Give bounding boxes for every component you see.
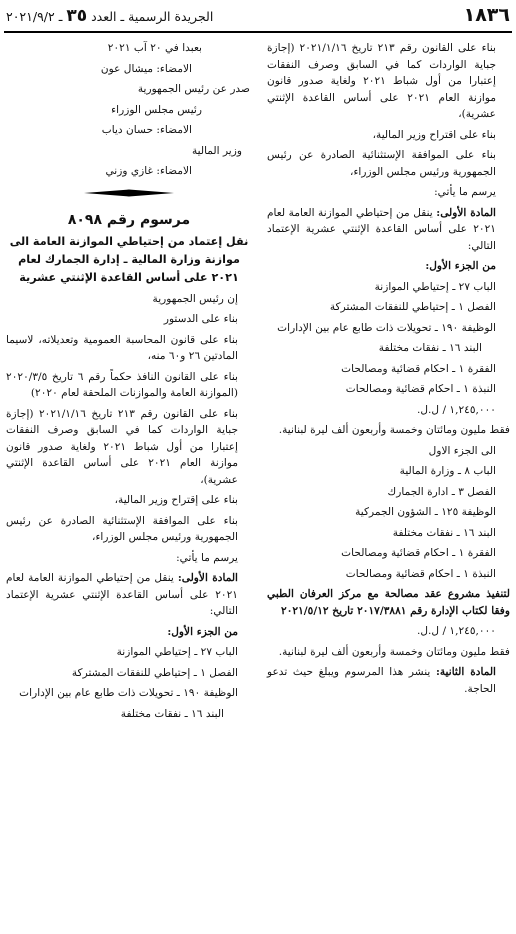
article-label: المادة الأولى: (177, 572, 238, 584)
paragraph: بناء على قانون المحاسبة العمومية وتعديلاته، لاسيما المادتين ٢٦ و٦٠ منه، (6, 333, 238, 362)
from-label: من الجزء الأول: (167, 625, 238, 638)
signature-president: الامضاء: ميشال عون (100, 62, 192, 75)
page-number: ١٨٣٦ (463, 4, 510, 26)
article-one (6, 570, 252, 620)
paragraph: بناء على اقتراح وزير المالية، (372, 128, 496, 141)
place-date: بعبدا في ٢٠ آب ٢٠٢١ (107, 42, 202, 54)
signature-finance-minister: الامضاء: غازي وزني (105, 165, 192, 177)
issued-by: صدر عن رئيس الجمهورية (137, 83, 250, 95)
journal-name: الجريدة الرسمية ـ العدد (91, 9, 214, 24)
paragraph: بناء على الموافقة الإستثنائية الصادرة عن رئيس الجمهورية ورئيس مجلس الوزراء، (267, 149, 496, 178)
amount: ١,٢٤٥,٠٠٠ / ل.ل. (416, 403, 496, 416)
list-item: النبذة ١ ـ احكام قضائية ومصالحات (345, 383, 496, 395)
decree-title: نقل إعتماد من إحتياطي الموازنة العامة الى موازنة وزارة المالية ـ إدارة الجمارك لعام ٢٠٢١ على أساس القاعدة الإثنتي عشرية (9, 234, 249, 284)
list-item: الوظيفة ١٩٠ ـ تحويلات ذات طابع عام بين الإدارات (19, 687, 238, 699)
issue-number: ٣٥ (66, 6, 88, 26)
signature-pm: الامضاء: حسان دياب (101, 124, 192, 136)
article-text: ينقل من إحتياطي الموازنة العامة لعام ٢٠٢١ على أساس القاعدة الإثنتي عشرية الإعتماد التالي: (6, 572, 238, 617)
page-header (0, 0, 516, 30)
issue-date: ـ ٢٠٢١/٩/٢ (6, 9, 63, 24)
header-rule (4, 31, 512, 33)
list-item: الباب ٢٧ ـ إحتياطي الموازنة (116, 646, 238, 658)
article-label: المادة الثانية: (435, 666, 496, 678)
article-label: المادة الأولى: (436, 206, 496, 219)
paragraph: بناء على الموافقة الإستثنائية الصادرة عن رئيس الجمهورية ورئيس مجلس الوزراء، (6, 514, 238, 543)
finance-minister-title: وزير المالية (191, 144, 242, 157)
paragraph: يرسم ما يأتي: (176, 551, 238, 564)
list-item: البند ١٦ ـ نفقات مختلفة (120, 707, 224, 720)
list-item: الباب ٨ ـ وزارة المالية (399, 465, 496, 477)
list-item: الفصل ١ ـ إحتياطي للنفقات المشتركة (71, 666, 238, 679)
running-head (6, 6, 213, 26)
pm-title: رئيس مجلس الوزراء (111, 103, 202, 116)
list-item: النبذة ١ ـ احكام قضائية ومصالحات (345, 567, 496, 580)
ornament-divider (6, 186, 252, 203)
paragraph: بناء على القانون رقم ٢١٣ تاريخ ٢٠٢١/١/١٦ (إجازة جباية الواردات كما في السابق وصرف النفقات إعتبارا من أول شباط ٢٠٢١ ولغاية صدور قانون موازنة العام ٢٠٢١ على أساس القاعدة الإثنتي عشرية)، (267, 42, 496, 120)
list-item: الفقرة ١ ـ احكام قضائية ومصالحات (341, 547, 496, 559)
list-item: الفقرة ١ ـ احكام قضائية ومصالحات (341, 362, 496, 375)
list-item: الفصل ٣ ـ ادارة الجمارك (387, 485, 496, 498)
left-column (6, 40, 252, 726)
paragraph: بناء على الدستور (163, 313, 238, 325)
right-column (267, 40, 510, 701)
article-one (267, 205, 510, 255)
list-item: الوظيفة ١٩٠ ـ تحويلات ذات طابع عام بين الإدارات (277, 321, 496, 334)
article-text: ينقل من إحتياطي الموازنة العامة لعام ٢٠٢١ على أساس القاعدة الإثنتي عشرية الإعتماد التالي: (267, 206, 496, 252)
list-item: الباب ٢٧ ـ إحتياطي الموازنة (374, 280, 496, 293)
list-item: الوظيفة ١٢٥ ـ الشؤون الجمركية (355, 506, 496, 518)
list-item: الفصل ١ ـ إحتياطي للنفقات المشتركة (329, 301, 496, 313)
amount-words: فقط مليون ومائتان وخمسة وأربعون ألف ليرة لبنانية. (278, 645, 510, 658)
article-two (267, 664, 510, 697)
list-item: البند ١٦ ـ نفقات مختلفة (378, 342, 482, 354)
amount-words: فقط مليون ومائتان وخمسة وأربعون ألف ليرة لبنانية. (278, 424, 510, 436)
paragraph: يرسم ما يأتي: (434, 186, 496, 198)
paragraph: بناء على القانون النافذ حكماً رقم ٦ تاريخ ٢٠٢٠/٣/٥ (الموازنة العامة والموازنات الملحقة لعام ٢٠٢٠) (6, 370, 238, 399)
from-label: من الجزء الأول: (425, 260, 496, 272)
article-text: ينشر هذا المرسوم ويبلغ حيث تدعو الحاجة. (267, 666, 496, 695)
paragraph: بناء على إقتراح وزير المالية، (114, 494, 238, 506)
decree-number: مرسوم رقم ٨٠٩٨ (67, 212, 191, 228)
to-label: الى الجزء الاول (428, 444, 496, 457)
ornament-icon (84, 189, 174, 197)
list-item: البند ١٦ ـ نفقات مختلفة (392, 526, 496, 539)
paragraph: بناء على القانون رقم ٢١٣ تاريخ ٢٠٢١/١/١٦ (إجازة جباية الواردات كما في السابق وصرف النفقات إعتبارا من أول شباط ٢٠٢١ ولغاية صدور قانون موازنة العام ٢٠٢١ على أساس القاعدة الإثنتي عشرية)، (6, 407, 238, 486)
paragraph: إن رئيس الجمهورية (152, 292, 238, 305)
purpose: لتنفيذ مشروع عقد مصالحة مع مركز العرفان الطبي وفقا لكتاب الإدارة رقم ٢٠١٧/٣٨٨١ تاريخ ٢٠٢١/٥/١٢ (267, 588, 510, 617)
amount: ١,٢٤٥,٠٠٠ / ل.ل. (416, 625, 496, 637)
